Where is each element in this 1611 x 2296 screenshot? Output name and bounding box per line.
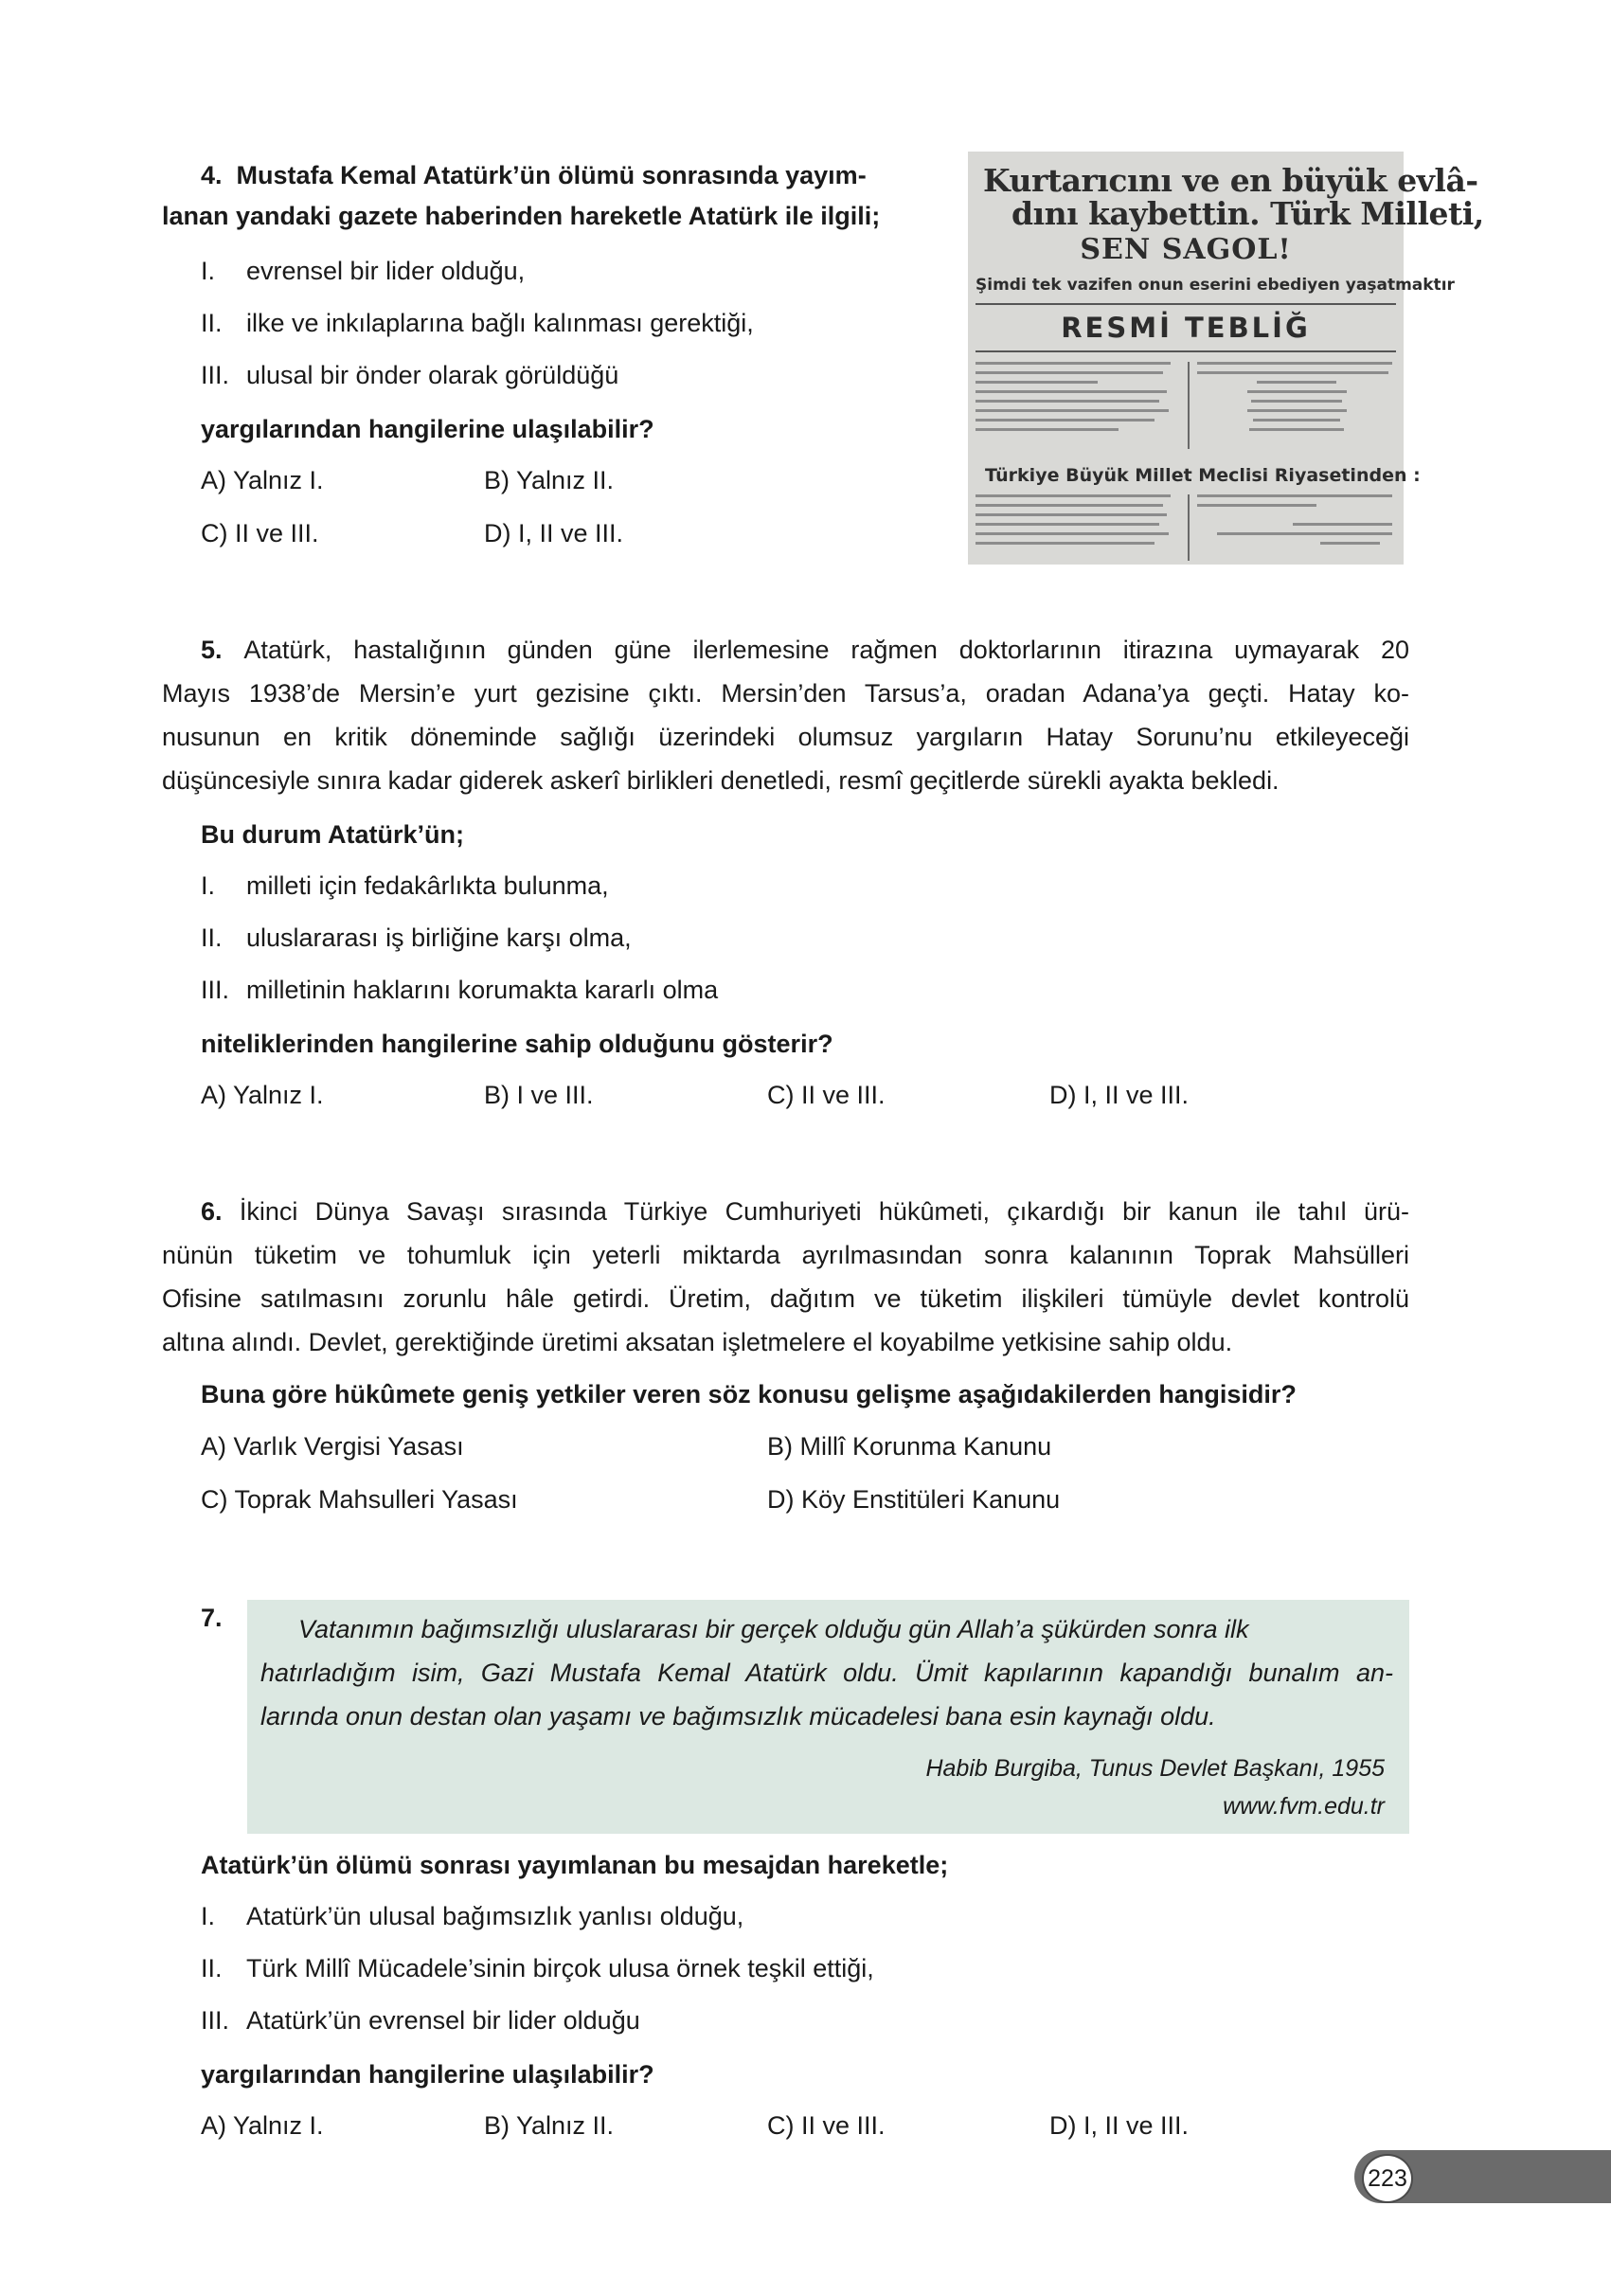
q4-item-1: I. evrensel bir lider olduğu, xyxy=(201,257,526,285)
q4-item-3: III. ulusal bir önder olarak görüldüğü xyxy=(201,361,619,389)
q4-question: yargılarından hangilerine ulaşılabilir? xyxy=(201,415,654,443)
q5-question: niteliklerinden hangilerine sahip olduğunu gösterir? xyxy=(201,1030,833,1058)
q5-paragraph-line1: 5. Atatürk, hastalığının günden güne ilerlemesine rağmen doktorlarının itirazına uymayarak 20 xyxy=(201,636,1409,664)
newspaper-divider xyxy=(976,350,1396,352)
q5-item-2: II. uluslararası iş birliğine karşı olma, xyxy=(201,924,632,952)
newspaper-column-rule xyxy=(1188,362,1190,449)
q4-stem-line1: 4. Mustafa Kemal Atatürk’ün ölümü sonrasında yayım- xyxy=(201,161,867,189)
q7-option-c[interactable]: C) II ve III. xyxy=(767,2111,886,2140)
q7-attribution: Habib Burgiba, Tunus Devlet Başkanı, 1955 xyxy=(925,1755,1385,1782)
q6-option-b[interactable]: B) Millî Korunma Kanunu xyxy=(767,1432,1052,1461)
q7-item-2: II. Türk Millî Mücadele’sinin birçok ulusa örnek teşkil ettiği, xyxy=(201,1954,874,1982)
q5-option-d[interactable]: D) I, II ve III. xyxy=(1049,1081,1190,1109)
q7-quote-box xyxy=(247,1600,1409,1834)
q4-stem-line2: lanan yandaki gazete haberinden hareketle Atatürk ile ilgili; xyxy=(162,202,881,230)
q5-option-b[interactable]: B) I ve III. xyxy=(484,1081,594,1109)
newspaper-text-column xyxy=(1197,494,1396,551)
newspaper-text-column xyxy=(976,362,1179,438)
q7-source: www.fvm.edu.tr xyxy=(1223,1793,1385,1820)
newspaper-title: RESMİ TEBLİĞ xyxy=(1061,312,1311,344)
q7-quote-line2: hatırladığım isim, Gazi Mustafa Kemal Atatürk oldu. Ümit kapılarının kapandığı bunalım an- xyxy=(260,1659,1393,1687)
q5-lead: Bu durum Atatürk’ün; xyxy=(201,820,464,849)
q4-item-2: II. ilke ve inkılaplarına bağlı kalınması gerektiği, xyxy=(201,309,754,337)
q5-paragraph-line3: nusunun en kritik döneminde sağlığı üzerindeki olumsuz yargıların Hatay Sorunu’nu etkileyeceği xyxy=(162,723,1409,751)
q7-option-d[interactable]: D) I, II ve III. xyxy=(1049,2111,1190,2140)
q7-quote-line3: larında onun destan olan yaşamı ve bağımsızlık mücadelesi bana esin kaynağı oldu. xyxy=(260,1702,1216,1731)
newspaper-headline-sen-sagol: SEN SAGOL! xyxy=(1080,233,1292,266)
q4-option-a[interactable]: A) Yalnız I. xyxy=(201,466,324,494)
q6-option-d[interactable]: D) Köy Enstitüleri Kanunu xyxy=(767,1485,1061,1514)
q7-quote-line1: Vatanımın bağımsızlığı uluslararası bir gerçek olduğu gün Allah’a şükürden sonra ilk xyxy=(298,1615,1249,1643)
page-number: 223 xyxy=(1362,2154,1413,2203)
newspaper-text-column xyxy=(976,494,1179,551)
newspaper-subheadline: Şimdi tek vazifen onun eserini ebediyen yaşatmaktır xyxy=(976,276,1455,295)
newspaper-headline: Kurtarıcını ve en büyük evlâ- dını kaybettin. Türk Milleti, xyxy=(983,162,1484,232)
newspaper-divider xyxy=(976,303,1396,305)
q6-paragraph-line1: 6. İkinci Dünya Savaşı sırasında Türkiye Cumhuriyeti hükûmeti, çıkardığı bir kanun ile tahıl ürü- xyxy=(201,1197,1409,1226)
q7-lead: Atatürk’ün ölümü sonrası yayımlanan bu mesajdan hareketle; xyxy=(201,1851,949,1879)
q4-option-b[interactable]: B) Yalnız II. xyxy=(484,466,615,494)
q6-question: Buna göre hükûmete geniş yetkiler veren söz konusu gelişme aşağıdakilerden hangisidir? xyxy=(201,1380,1297,1408)
q7-option-b[interactable]: B) Yalnız II. xyxy=(484,2111,615,2140)
q5-paragraph-line4: düşüncesiyle sınıra kadar giderek askerî birlikleri denetledi, resmî geçitlerde sürekli ayakta bekledi. xyxy=(162,766,1280,795)
q4-option-c[interactable]: C) II ve III. xyxy=(201,519,319,547)
q7-item-1: I. Atatürk’ün ulusal bağımsızlık yanlısı olduğu, xyxy=(201,1902,744,1930)
q5-item-3: III. milletinin haklarını korumakta kararlı olma xyxy=(201,976,719,1004)
newspaper-column-rule xyxy=(1188,494,1190,561)
q7-option-a[interactable]: A) Yalnız I. xyxy=(201,2111,324,2140)
q7-item-3: III. Atatürk’ün evrensel bir lider olduğu xyxy=(201,2006,640,2035)
q5-item-1: I. milleti için fedakârlıkta bulunma, xyxy=(201,871,609,900)
q7-number: 7. xyxy=(201,1604,223,1632)
q5-option-a[interactable]: A) Yalnız I. xyxy=(201,1081,324,1109)
newspaper-text-column xyxy=(1197,362,1396,438)
newspaper-section-heading: Türkiye Büyük Millet Meclisi Riyasetinden : xyxy=(985,465,1421,486)
q6-paragraph-line2: nünün tüketim ve tohumluk için yeterli miktarda ayrılmasından sonra kalanının Toprak Mahsülleri xyxy=(162,1241,1409,1269)
q6-option-c[interactable]: C) Toprak Mahsulleri Yasası xyxy=(201,1485,518,1514)
q5-option-c[interactable]: C) II ve III. xyxy=(767,1081,886,1109)
q6-paragraph-line3: Ofisine satılmasını zorunlu hâle getirdi. Üretim, dağıtım ve tüketim ilişkileri tümüyle devlet kontrolü xyxy=(162,1284,1409,1313)
q7-question: yargılarından hangilerine ulaşılabilir? xyxy=(201,2060,654,2089)
q5-paragraph-line2: Mayıs 1938’de Mersin’e yurt gezisine çıktı. Mersin’den Tarsus’a, oradan Adana’ya geçti. Hatay ko- xyxy=(162,679,1409,708)
q6-paragraph-line4: altına alındı. Devlet, gerektiğinde üretimi aksatan işletmelere el koyabilme yetkisine sahip oldu. xyxy=(162,1328,1233,1356)
newspaper-clipping-image xyxy=(968,152,1484,565)
q6-option-a[interactable]: A) Varlık Vergisi Yasası xyxy=(201,1432,464,1461)
q4-option-d[interactable]: D) I, II ve III. xyxy=(484,519,624,547)
